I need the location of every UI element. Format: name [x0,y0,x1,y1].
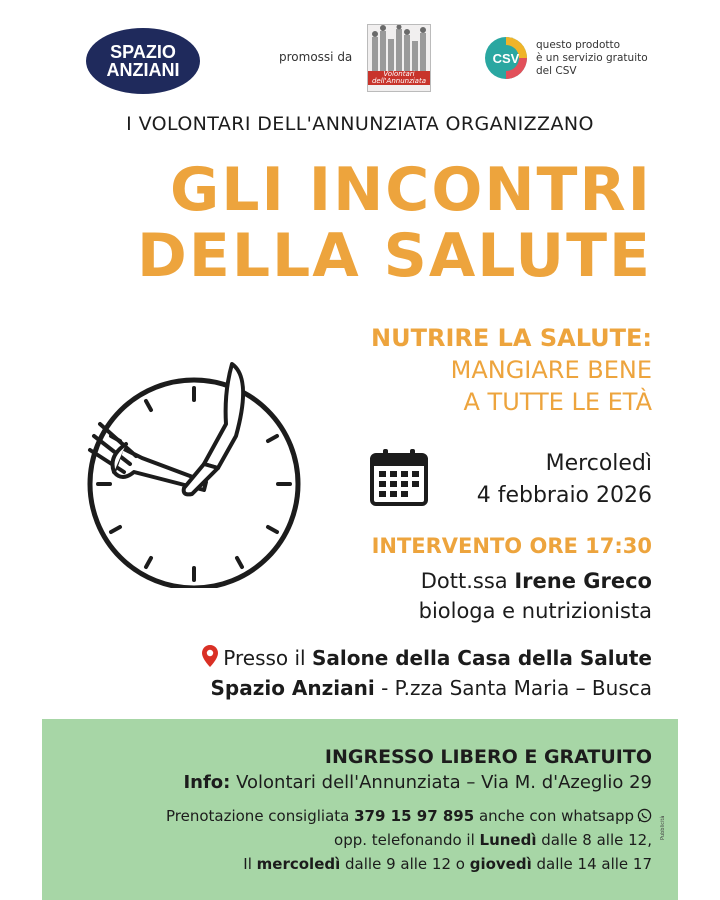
speaker-role: biologa e nutrizionista [418,599,652,623]
main-title [137,157,652,289]
subtitle-line2: MANGIARE BENE [450,356,652,384]
wednesday-label: mercoledì [256,855,341,873]
csv-line1: questo prodotto [536,39,621,51]
phone-number: 379 15 97 895 [354,807,475,825]
event-location [201,643,652,703]
event-time: INTERVENTO ORE 17:30 [371,534,652,558]
monday-hours: dalle 8 alle 12, [536,831,652,849]
info-text: Volontari dell'Annunziata – Via M. d'Azeglio 29 [230,772,652,793]
location-address: - P.zza Santa Maria – Busca [374,676,652,700]
il-text: Il [243,855,257,873]
speaker-title: Dott.ssa [420,569,508,593]
organizers-heading: I VOLONTARI DELL'ANNUNZIATA ORGANIZZANO [126,113,594,135]
phone-prefix: opp. telefonando il [334,831,480,849]
wednesday-hours: dalle 9 alle 12 o [340,855,470,873]
advertising-label: Pubblicità [660,815,666,840]
location-prefix: Presso il [223,646,306,670]
location-place: Spazio Anziani [210,676,375,700]
speaker-name: Irene Greco [514,569,652,593]
whatsapp-icon [637,808,652,823]
csv-line3: del CSV [536,65,577,77]
title-line2: DELLA SALUTE [137,221,652,291]
free-entry-text: INGRESSO LIBERO E GRATUITO [324,746,652,768]
info-label: Info: [183,772,231,793]
event-date [477,448,652,512]
people-crowd-icon [368,25,430,73]
title-line1: GLI INCONTRI [170,155,652,225]
booking-info [166,804,652,876]
event-subtitle [371,322,652,418]
csv-line2: è un servizio gratuito [536,52,648,64]
spazio-logo-line2: ANZIANI [106,60,180,80]
location-pin-icon [201,644,219,668]
volontari-logo-label: Volontari dell'Annunziata [368,71,430,85]
subtitle-line3: A TUTTE LE ETÀ [463,388,652,416]
thursday-hours: dalle 14 alle 17 [531,855,652,873]
subtitle-line1: NUTRIRE LA SALUTE: [371,324,652,352]
volontari-annunziata-logo [367,24,431,92]
info-line [183,772,652,793]
csv-logo-label: CSV [492,51,520,66]
clock-fork-knife-icon [86,352,316,588]
location-venue: Salone della Casa della Salute [311,646,652,670]
monday-label: Lunedì [479,831,537,849]
thursday-label: giovedì [469,855,532,873]
booking-prefix: Prenotazione consigliata [165,807,355,825]
promossi-da-text: promossi da [279,50,353,64]
event-day: Mercoledì [545,451,652,476]
event-date-text: 4 febbraio 2026 [476,483,652,508]
csv-description [536,39,648,78]
csv-logo-icon [484,36,528,80]
speaker-info [419,566,652,626]
spazio-logo-line1: SPAZIO [110,42,176,62]
booking-suffix: anche con whatsapp [474,807,634,825]
spazio-anziani-logo [86,28,200,94]
calendar-icon [369,447,429,507]
